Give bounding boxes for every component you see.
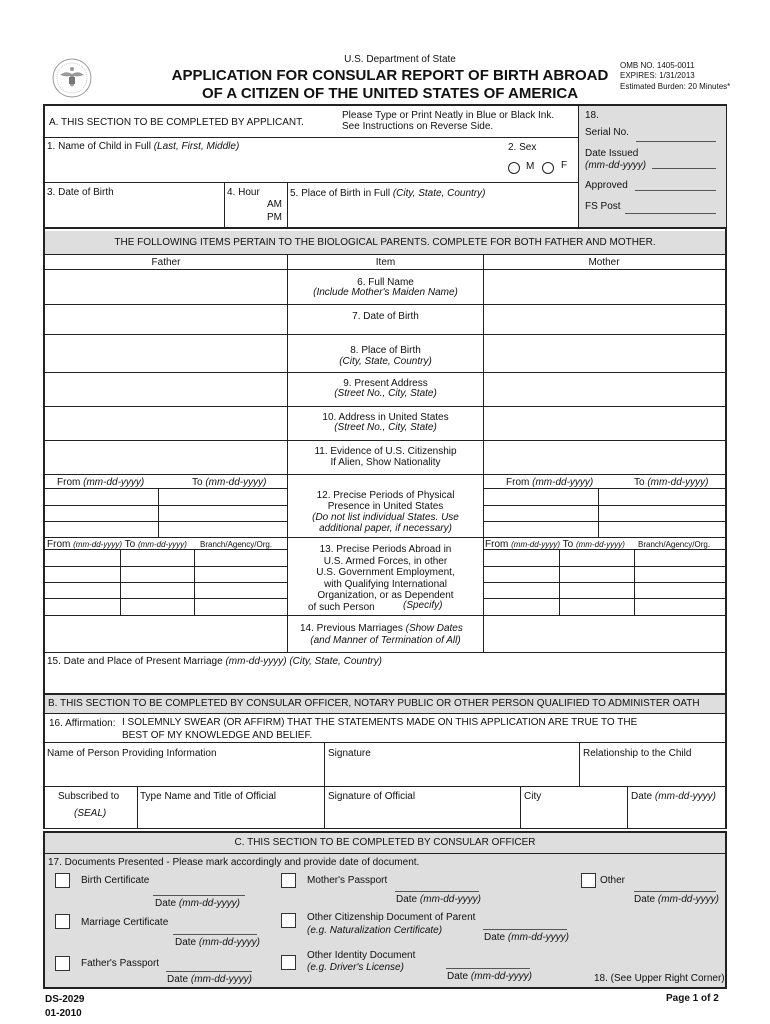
form-number: DS-2029 bbox=[45, 994, 85, 1005]
q5-hint: (City, State, Country) bbox=[392, 188, 486, 199]
item9-hint: (Street No., City, State) bbox=[334, 388, 437, 399]
item12-label-3: (Do not list individual States. Use bbox=[312, 512, 459, 523]
q5-text: 5. Place of Birth in Full bbox=[290, 188, 391, 199]
sex-m-label: M bbox=[526, 161, 535, 172]
item13-label-6: of such Person bbox=[308, 602, 375, 613]
item6-hint: (Include Mother's Maiden Name) bbox=[313, 287, 458, 298]
date-text: Date bbox=[634, 894, 656, 905]
affirmation-line2: BEST OF MY KNOWLEDGE AND BELIEF. bbox=[122, 730, 313, 741]
father-13-branch: Branch/Agency/Org. bbox=[200, 540, 273, 549]
fathers-passport-date-line[interactable] bbox=[166, 971, 252, 972]
see-upper-right-label: 18. (See Upper Right Corner) bbox=[594, 973, 725, 984]
item13-label-5: Organization, or as Dependent bbox=[317, 590, 454, 601]
marriage-certificate-label: Marriage Certificate bbox=[81, 917, 169, 928]
approved-label: Approved bbox=[585, 180, 628, 191]
date-text: Date bbox=[155, 898, 177, 909]
item-column-header: Item bbox=[375, 257, 396, 268]
other-citizenship-label: Other Citizenship Document of Parent bbox=[307, 912, 476, 923]
mother-column-header: Mother bbox=[588, 257, 620, 268]
to-text: To bbox=[634, 477, 645, 488]
fathers-passport-date-label bbox=[167, 974, 252, 985]
marriage-certificate-checkbox[interactable] bbox=[55, 914, 70, 929]
fathers-passport-label: Father's Passport bbox=[81, 958, 160, 969]
other-identity-date-line[interactable] bbox=[446, 968, 530, 969]
date-format: (mm-dd-yyyy) bbox=[654, 791, 717, 802]
date-format: (mm-dd-yyyy) bbox=[137, 540, 187, 549]
date-format: (mm-dd-yyyy) bbox=[419, 894, 482, 905]
expiration-date: EXPIRES: 1/31/2013 bbox=[620, 71, 695, 80]
item11-label: 11. Evidence of U.S. Citizenship bbox=[314, 446, 457, 457]
date-text: Date bbox=[484, 932, 506, 943]
date-text: Date bbox=[175, 937, 197, 948]
item13-label-1: 13. Precise Periods Abroad in bbox=[319, 544, 452, 555]
city-label: City bbox=[524, 791, 542, 802]
other-label: Other bbox=[600, 875, 626, 886]
item11-hint: If Alien, Show Nationality bbox=[330, 457, 441, 468]
date-issued-label: Date Issued bbox=[585, 148, 639, 159]
child-name-input[interactable] bbox=[45, 154, 495, 182]
birth-cert-date-line[interactable] bbox=[153, 895, 245, 896]
date-format: (mm-dd-yyyy) bbox=[73, 540, 123, 549]
sex-f-label: F bbox=[561, 160, 568, 171]
marriage-cert-date-label bbox=[175, 937, 260, 948]
mothers-passport-label: Mother's Passport bbox=[307, 875, 388, 886]
other-citizenship-checkbox[interactable] bbox=[281, 913, 296, 928]
mothers-passport-date-label bbox=[396, 894, 481, 905]
item12-label-2: Presence in United States bbox=[327, 501, 444, 512]
other-date-line[interactable] bbox=[634, 891, 716, 892]
date-format: (mm-dd-yyyy) bbox=[83, 477, 145, 488]
to-text: To bbox=[124, 539, 136, 550]
q4-hour-label: 4. Hour bbox=[227, 187, 260, 198]
seal-label: (SEAL) bbox=[74, 808, 107, 819]
item6-label: 6. Full Name bbox=[357, 277, 414, 288]
other-identity-checkbox[interactable] bbox=[281, 955, 296, 970]
serial-no-label: Serial No. bbox=[585, 127, 629, 138]
item14-text: 14. Previous Marriages bbox=[300, 623, 403, 634]
mothers-passport-date-line[interactable] bbox=[395, 891, 479, 892]
section-c-heading: C. THIS SECTION TO BE COMPLETED BY CONSULAR OFFICER bbox=[234, 837, 536, 848]
date-issued-line[interactable] bbox=[652, 168, 716, 169]
other-date-label bbox=[634, 894, 719, 905]
marriage-cert-date-line[interactable] bbox=[173, 934, 257, 935]
date-format: (mm-dd-yyyy) bbox=[470, 971, 533, 982]
item13-label-4: with Qualifying International bbox=[324, 579, 447, 590]
signature-label: Signature bbox=[328, 748, 371, 759]
mother-13-branch: Branch/Agency/Org. bbox=[638, 540, 711, 549]
from-text: From bbox=[485, 539, 509, 550]
q5-place-label bbox=[290, 188, 485, 199]
mother-12-to-label bbox=[634, 477, 708, 488]
date-text: Date bbox=[396, 894, 418, 905]
item14-hint-2: (and Manner of Termination of All) bbox=[310, 635, 461, 646]
birth-cert-date-label bbox=[155, 898, 240, 909]
omb-number: OMB NO. 1405-0011 bbox=[620, 61, 695, 70]
father-column-header: Father bbox=[151, 257, 181, 268]
date-format: (mm-dd-yyyy) bbox=[575, 540, 625, 549]
date-format: (mm-dd-yyyy) bbox=[205, 477, 267, 488]
mothers-passport-checkbox[interactable] bbox=[281, 873, 296, 888]
other-citizenship-date-line[interactable] bbox=[483, 929, 567, 930]
item7-label: 7. Date of Birth bbox=[352, 311, 419, 322]
father-12-to-label bbox=[192, 477, 266, 488]
am-label[interactable]: AM bbox=[267, 199, 282, 210]
pm-label[interactable]: PM bbox=[267, 212, 282, 223]
form-edition: 01-2010 bbox=[45, 1008, 82, 1019]
other-identity-date-label bbox=[447, 971, 532, 982]
other-citizenship-hint: (e.g. Naturalization Certificate) bbox=[307, 925, 443, 936]
father-12-from-label bbox=[57, 477, 144, 488]
other-identity-hint: (e.g. Driver's License) bbox=[307, 962, 404, 973]
date-format: (mm-dd-yyyy) bbox=[532, 477, 594, 488]
date-format: (mm-dd-yyyy) bbox=[647, 477, 709, 488]
fathers-passport-checkbox[interactable] bbox=[55, 956, 70, 971]
birth-certificate-checkbox[interactable] bbox=[55, 873, 70, 888]
item10-hint: (Street No., City, State) bbox=[334, 422, 437, 433]
date-text: Date bbox=[167, 974, 189, 985]
form-title-line2: OF A CITIZEN OF THE UNITED STATES OF AMERICA bbox=[201, 85, 579, 102]
date-format: (mm-dd-yyyy) bbox=[198, 937, 261, 948]
item14-label bbox=[300, 623, 463, 634]
sex-f-radio[interactable] bbox=[542, 162, 554, 174]
department-name: U.S. Department of State bbox=[344, 54, 456, 65]
to-text: To bbox=[192, 477, 203, 488]
page-number: Page 1 of 2 bbox=[666, 993, 719, 1004]
item9-label: 9. Present Address bbox=[343, 378, 428, 389]
item8-label: 8. Place of Birth bbox=[350, 345, 421, 356]
from-text: From bbox=[57, 477, 81, 488]
relationship-label: Relationship to the Child bbox=[583, 748, 692, 759]
other-checkbox[interactable] bbox=[581, 873, 596, 888]
date-format: (mm-dd-yyyy) bbox=[190, 974, 253, 985]
fs-post-label: FS Post bbox=[585, 201, 621, 212]
date-format: (mm-dd-yyyy) bbox=[507, 932, 570, 943]
item15-hint: (mm-dd-yyyy) (City, State, Country) bbox=[225, 656, 382, 667]
item13-label-2: U.S. Armed Forces, in other bbox=[323, 556, 448, 567]
q17-label: 17. Documents Presented - Please mark accordingly and provide date of document. bbox=[48, 857, 420, 868]
office-18-label: 18. bbox=[585, 110, 599, 121]
fs-post-line[interactable] bbox=[625, 213, 716, 214]
q1-text: 1. Name of Child in Full bbox=[47, 141, 151, 152]
item15-label bbox=[47, 656, 382, 667]
reverse-instruction: See Instructions on Reverse Side. bbox=[342, 121, 494, 132]
other-identity-label: Other Identity Document bbox=[307, 950, 416, 961]
name-provider-label: Name of Person Providing Information bbox=[47, 748, 217, 759]
serial-no-line[interactable] bbox=[636, 141, 716, 142]
item13-specify: (Specify) bbox=[403, 600, 443, 611]
section-a-heading: A. THIS SECTION TO BE COMPLETED BY APPLICANT. bbox=[49, 117, 304, 128]
q2-sex-label: 2. Sex bbox=[508, 142, 537, 153]
estimated-burden: Estimated Burden: 20 Minutes* bbox=[620, 82, 731, 91]
q16-label: 16. Affirmation: bbox=[49, 718, 116, 729]
item13-label-3: U.S. Government Employment, bbox=[316, 567, 455, 578]
date-format: (mm-dd-yyyy) bbox=[657, 894, 720, 905]
item8-hint: (City, State, Country) bbox=[339, 356, 432, 367]
from-text: From bbox=[506, 477, 530, 488]
birth-certificate-label: Birth Certificate bbox=[81, 875, 150, 886]
date-format: (mm-dd-yyyy) bbox=[178, 898, 241, 909]
q1-child-name-label bbox=[47, 141, 239, 152]
type-name-label: Type Name and Title of Official bbox=[140, 791, 276, 802]
approved-line[interactable] bbox=[635, 190, 716, 191]
date-label bbox=[631, 791, 716, 802]
date-issued-format: (mm-dd-yyyy) bbox=[585, 160, 647, 171]
other-citizenship-date-label bbox=[484, 932, 569, 943]
sex-m-radio[interactable] bbox=[508, 162, 520, 174]
affirmation-line1: I SOLEMNLY SWEAR (OR AFFIRM) THAT THE STATEMENTS MADE ON THIS APPLICATION ARE TRUE TO THE bbox=[122, 717, 638, 728]
item10-label: 10. Address in United States bbox=[322, 412, 449, 423]
signature-official-label: Signature of Official bbox=[328, 791, 416, 802]
item12-label-1: 12. Precise Periods of Physical bbox=[316, 490, 455, 501]
item12-label-4: additional paper, if necessary) bbox=[319, 523, 452, 534]
parents-banner-text: THE FOLLOWING ITEMS PERTAIN TO THE BIOLOGICAL PARENTS. COMPLETE FOR BOTH FATHER AND MOTHER. bbox=[114, 237, 656, 248]
item14-hint: (Show Dates bbox=[405, 623, 463, 634]
form-title-line1: APPLICATION FOR CONSULAR REPORT OF BIRTH ABROAD bbox=[171, 67, 609, 84]
to-text: To bbox=[562, 539, 574, 550]
date-format: (mm-dd-yyyy) bbox=[511, 540, 561, 549]
subscribed-label: Subscribed to bbox=[58, 791, 120, 802]
item15-text: 15. Date and Place of Present Marriage bbox=[47, 656, 223, 667]
q3-dob-label: 3. Date of Birth bbox=[47, 187, 114, 198]
section-b-box bbox=[43, 694, 727, 829]
from-text: From bbox=[47, 539, 71, 550]
q1-hint: (Last, First, Middle) bbox=[153, 141, 240, 152]
date-text: Date bbox=[447, 971, 469, 982]
department-seal bbox=[52, 58, 92, 98]
section-b-heading: B. THIS SECTION TO BE COMPLETED BY CONSULAR OFFICER, NOTARY PUBLIC OR OTHER PERSON QUALIFIED TO ADMINISTER OATH bbox=[48, 698, 700, 709]
date-text: Date bbox=[631, 791, 653, 802]
mother-12-from-label bbox=[506, 477, 593, 488]
ink-instruction: Please Type or Print Neatly in Blue or Black Ink. bbox=[342, 110, 555, 121]
